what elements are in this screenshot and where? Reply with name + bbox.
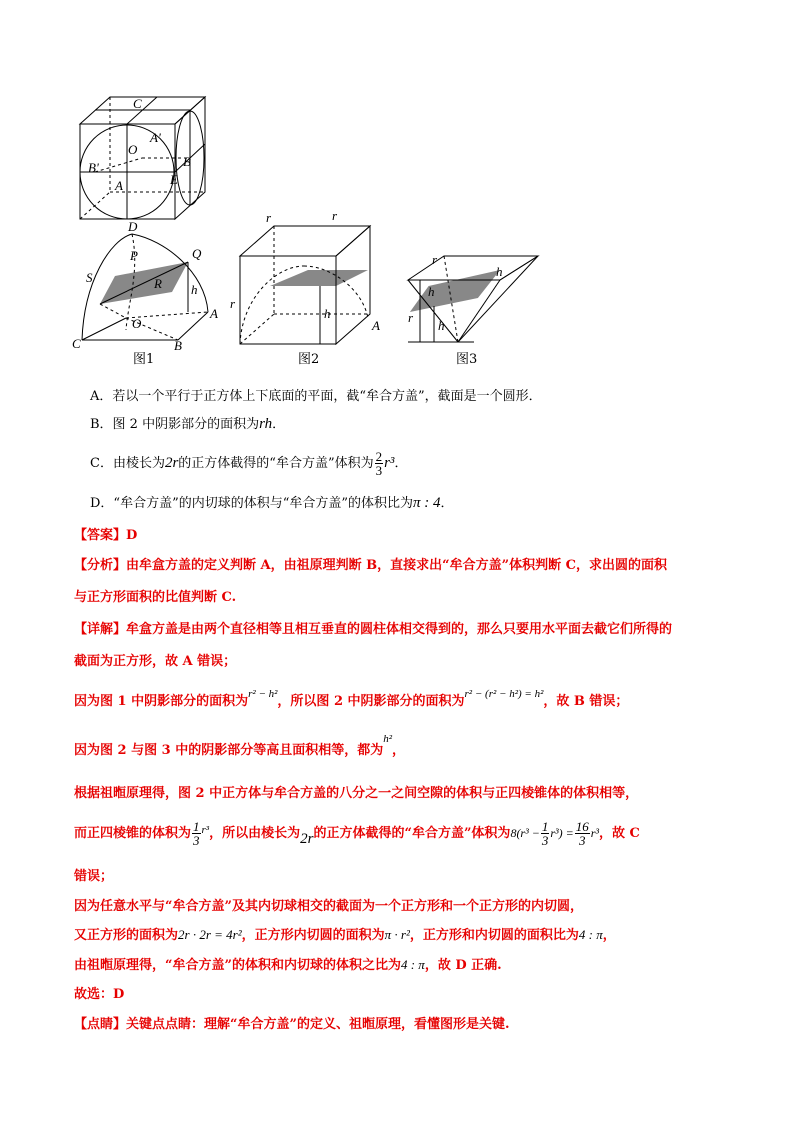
cube-figure: [70, 92, 220, 227]
fig1-label-a: A: [210, 306, 218, 321]
fig3-label-r-side: r: [408, 310, 414, 325]
cube-label-c: C: [133, 96, 142, 111]
detail-line-2: 截面为正方形，故 A 错误；: [74, 654, 237, 669]
cube-label-a-prime: A': [150, 130, 161, 145]
fig3-label-h-low: h: [438, 318, 445, 333]
option-d: D．“牟合方盖”的内切球的体积与“牟合方盖”的体积比为π : 4．: [90, 495, 454, 511]
figure-3: [398, 250, 548, 348]
fig1-label-c: C: [72, 336, 81, 351]
fig2-label-r-left: r: [266, 210, 272, 225]
detail-line-3: 因为图 1 中阴影部分的面积为$^{r^2 - h^2}$，所以图 2 中阴影部分的面积为$^{r^2 - (r^2 - h^2) = h^2}$，故 B 错误；: [74, 688, 629, 709]
choice-line: 故选：D: [74, 987, 125, 1002]
fig2-label-h: h: [324, 306, 331, 321]
fig2-label-r-top: r: [332, 208, 338, 223]
option-a: A．若以一个平行于正方体上下底面的平面，截“牟合方盖”，截面是一个圆形．: [90, 389, 542, 404]
cube-label-e: E: [170, 172, 178, 187]
figure-2: [228, 208, 398, 348]
detail-line-7: 错误；: [74, 869, 114, 884]
fig1-label-h: h: [191, 282, 198, 297]
fig1-label-b: B: [174, 338, 182, 353]
detail-line-6: 而正四棱锥的体积为 $\frac{1}{3}$ $^{r^3}$，所以由棱长为2r的正方体截得的“牟合方盖”体积为8(r³ − $\frac{1}{3}$ r³) = $\frac{16}{3}$ r³，故 C: [74, 819, 640, 848]
fig3-label-h-mid: h: [428, 284, 435, 299]
keypoint-line: 【点睛】关键点点睛：理解“牟合方盖”的定义、祖暅原理，看懂图形是关键.: [74, 1017, 510, 1032]
answer-label: 【答案】D: [74, 528, 138, 543]
analysis-line-1: 【分析】由牟盒方盖的定义判断 A，由祖原理判断 B，直接求出“牟合方盖”体积判断 C，求出圆的面积: [74, 558, 667, 573]
cube-label-o: O: [128, 142, 138, 157]
caption-fig3: 图3: [456, 352, 478, 367]
caption-fig2: 图2: [298, 352, 320, 367]
detail-line-5: 根据祖暅原理得，图 2 中正方体与牟合方盖的八分之一之间空隙的体积与正四棱锥体的体积相等，: [74, 786, 639, 801]
fig1-label-d: D: [128, 219, 138, 234]
caption-fig1: 图1: [133, 352, 155, 367]
option-c: C．由棱长为2r的正方体截得的“牟合方盖”体积为 $\frac{2}{3}$ r³．: [90, 449, 408, 478]
analysis-line-2: 与正方形面积的比值判断 C.: [74, 590, 237, 605]
cube-label-b-prime: B': [88, 160, 99, 175]
detail-line-1: 【详解】牟盒方盖是由两个直径相等且相互垂直的圆柱体相交得到的，那么只要用水平面去截它们所得的: [74, 622, 673, 637]
figure-1: [70, 219, 230, 353]
fig1-label-s: S: [86, 270, 93, 285]
detail-line-4: 因为图 2 与图 3 中的阴影部分等高且面积相等，都为$^{h^2}$，: [74, 733, 406, 758]
fig3-label-r-top: r: [432, 252, 438, 267]
fig1-label-o: O: [132, 316, 142, 331]
fig2-label-a: A: [372, 318, 380, 333]
detail-line-8: 因为任意水平与“牟合方盖”及其内切球相交的截面为一个正方形和一个正方形的内切圆，: [74, 899, 583, 914]
fig1-label-r: R: [154, 276, 162, 291]
fig1-label-q: Q: [192, 246, 202, 261]
fig2-label-r-side: r: [230, 296, 236, 311]
fig3-label-h-top: h: [496, 264, 503, 279]
option-b: B．图 2 中阴影部分的面积为rh．: [90, 416, 286, 432]
cube-label-a: A: [115, 178, 123, 193]
fig1-label-p: P: [130, 248, 138, 263]
detail-line-10: 由祖暅原理得，“牟合方盖”的体积和内切球的体积之比为4 : π，故 D 正确.: [74, 957, 502, 973]
cube-label-b: B: [183, 154, 191, 169]
detail-line-9: 又正方形的面积为2r · 2r = 4r²，正方形内切圆的面积为π · r²，正方形和内切圆的面积比为4 : π，: [74, 927, 616, 943]
